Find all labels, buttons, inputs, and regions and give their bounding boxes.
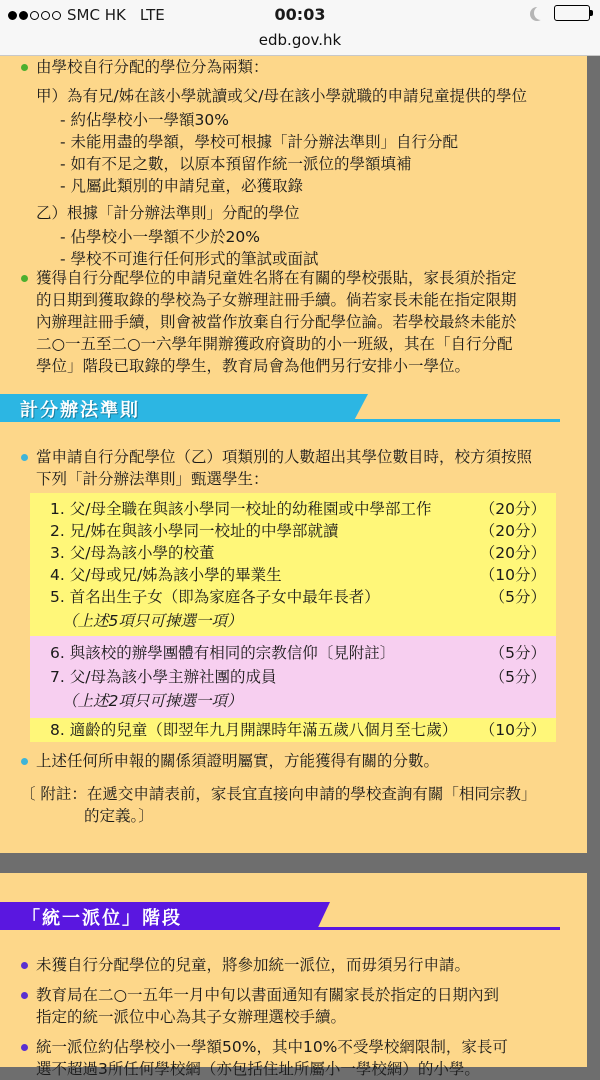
list-item: - 約佔學校小一學額30% <box>60 111 229 129</box>
list-item: - 未能用盡的學額，學校可根據「計分辦法準則」自行分配 <box>60 133 459 151</box>
criteria-group <box>30 636 556 718</box>
paragraph-line: 學位」階段已取錄的學生，教育局會為他們另行安排小一學位。 <box>36 357 471 375</box>
footnote-line: 〔 附註：在遞交申請表前，家長宜直接向申請的學校查詢有關「相同宗教」 <box>20 785 537 803</box>
criteria-row: 8. 適齡的兒童（即翌年九月開課時年滿五歲八個月至七歲） （10分） <box>50 721 546 739</box>
bullet-icon <box>21 992 28 999</box>
section-title: 計分辦法準則 <box>20 400 140 421</box>
criteria-row: 5. 首名出生子女（即為家庭各子女中最年長者） （5分） <box>50 588 546 606</box>
paragraph-line: 二○一五至二○一六學年開辦獲政府資助的小一班級，其在「自行分配 <box>36 335 513 353</box>
network-type: LTE <box>139 6 165 24</box>
category-yi-title: 乙）根據「計分辦法準則」分配的學位 <box>36 204 300 222</box>
section-title: 「統一派位」階段 <box>22 908 182 929</box>
paragraph-line: 當申請自行分配學位（乙）項類別的人數超出其學位數目時，校方須按照 <box>36 448 533 466</box>
bullet-icon <box>21 275 28 282</box>
section-header-scoring <box>0 394 560 422</box>
criteria-note: （上述2項只可揀選一項） <box>62 692 243 710</box>
bullet-icon <box>21 1044 28 1051</box>
bullet-icon <box>21 64 28 71</box>
do-not-disturb-icon <box>534 6 548 20</box>
paragraph-line: 獲得自行分配學位的申請兒童姓名將在有關的學校張貼，家長須於指定 <box>36 269 517 287</box>
criteria-group <box>30 493 556 636</box>
browser-chrome <box>0 0 600 56</box>
paragraph-line: 未獲自行分配學位的兒童，將參加統一派位，而毋須另行申請。 <box>36 956 471 974</box>
page-content <box>0 56 600 1078</box>
footnote-line: 的定義。〕 <box>84 807 154 825</box>
criteria-row: 2. 兄/姊在與該小學同一校址的中學部就讀 （20分） <box>50 522 546 540</box>
bullet-icon <box>21 454 28 461</box>
list-item: - 佔學校小一學額不少於20% <box>60 228 260 246</box>
address-bar[interactable]: edb.gov.hk <box>258 31 342 49</box>
category-jia-title: 甲）為有兄/姊在該小學就讀或父/母在該小學就職的申請兒童提供的學位 <box>36 87 527 105</box>
criteria-note: （上述5項只可揀選一項） <box>62 612 243 630</box>
bullet-icon <box>21 758 28 765</box>
paragraph-line: 教育局在二○一五年一月中旬以書面通知有關家長於指定的日期內到 <box>36 986 500 1004</box>
criteria-row: 7. 父/母為該小學主辦社團的成員 （5分） <box>50 668 546 686</box>
section-header-central-allocation <box>0 902 560 930</box>
clock: 00:03 <box>274 5 326 24</box>
list-item: - 如有不足之數，以原本預留作統一派位的學額填補 <box>60 155 412 173</box>
paragraph-line: 指定的統一派位中心為其子女辦理選校手續。 <box>36 1008 347 1026</box>
list-item: - 凡屬此類別的申請兒童，必獲取錄 <box>60 177 304 195</box>
paragraph-line: 上述任何所申報的關係須證明屬實，方能獲得有關的分數。 <box>36 752 440 770</box>
paragraph-line: 統一派位約佔學校小一學額50%，其中10%不受學校網限制，家長可 <box>36 1038 508 1056</box>
battery-icon <box>554 5 590 21</box>
status-bar <box>0 0 600 30</box>
criteria-row: 4. 父/母或兄/姊為該小學的畢業生 （10分） <box>50 566 546 584</box>
list-item: - 學校不可進行任何形式的筆試或面試 <box>60 250 319 268</box>
content-card <box>0 56 587 853</box>
paragraph-line: 內辦理註冊手續，則會被當作放棄自行分配學位論。若學校最終未能於 <box>36 313 517 331</box>
paragraph-line: 下列「計分辦法準則」甄選學生： <box>36 470 269 488</box>
scoring-criteria-table <box>30 493 556 742</box>
carrier-name: SMC HK <box>67 6 126 24</box>
paragraph-line: 選不超過3所任何學校網（亦包括住址所屬小一學校網）的小學。 <box>36 1060 480 1078</box>
criteria-row: 1. 父/母全職在與該小學同一校址的幼稚園或中學部工作 （20分） <box>50 500 546 518</box>
paragraph-line: 的日期到獲取錄的學校為子女辦理註冊手續。倘若家長未能在指定限期 <box>36 291 517 309</box>
bullet-text: 由學校自行分配的學位分為兩類： <box>36 58 269 76</box>
criteria-row: 3. 父/母為該小學的校董 （20分） <box>50 544 546 562</box>
criteria-group <box>30 718 556 742</box>
bullet-icon <box>21 962 28 969</box>
criteria-row: 6. 與該校的辦學團體有相同的宗教信仰〔見附註〕 （5分） <box>50 644 546 662</box>
